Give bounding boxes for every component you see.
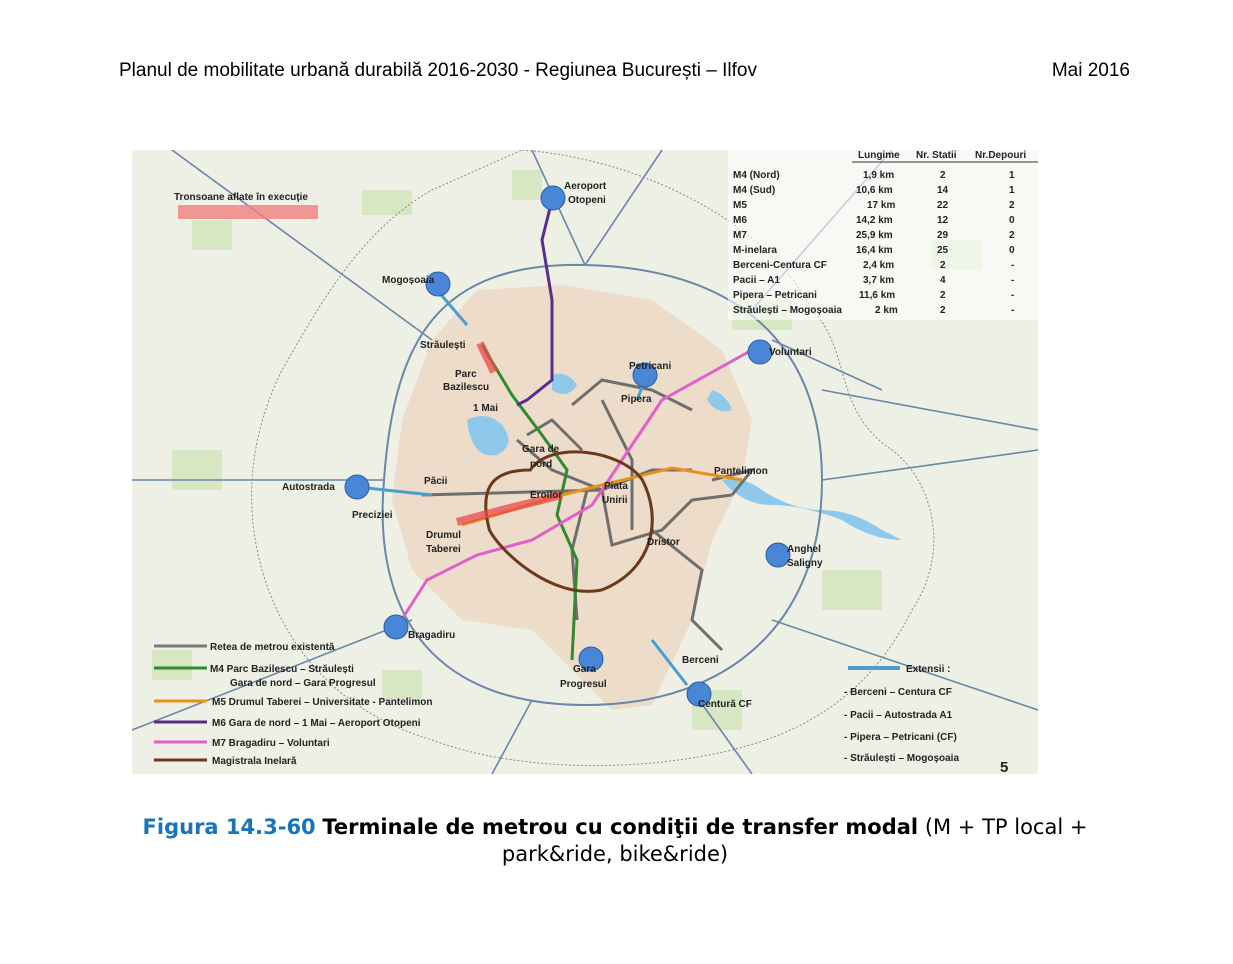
- svg-text:M6: M6: [733, 215, 747, 226]
- label-preciziei: Preciziei: [352, 510, 393, 521]
- svg-text:25,9 km: 25,9 km: [856, 230, 893, 241]
- svg-text:25: 25: [937, 245, 949, 256]
- label-autostrada: Autostrada: [282, 482, 335, 493]
- label-drumul: Drumul: [426, 530, 461, 541]
- svg-text:-: -: [1011, 275, 1015, 286]
- svg-text:14,2 km: 14,2 km: [856, 215, 893, 226]
- legend-m4: M4 Parc Bazilescu – Străulești: [210, 664, 354, 675]
- label-unirii: Unirii: [602, 495, 628, 506]
- svg-text:11,6 km: 11,6 km: [859, 290, 896, 301]
- svg-text:Străulești – Mogoșoaia: Străulești – Mogoșoaia: [733, 305, 842, 316]
- label-bragadiru: Bragadiru: [408, 630, 456, 641]
- svg-text:3,7 km: 3,7 km: [863, 275, 895, 286]
- legend-m6: M6 Gara de nord – 1 Mai – Aeroport Otopeni: [212, 718, 421, 729]
- svg-text:10,6 km: 10,6 km: [856, 185, 893, 196]
- svg-text:Berceni-Centura CF: Berceni-Centura CF: [733, 260, 827, 271]
- terminal-autostrada: [345, 475, 369, 499]
- svg-text:-: -: [1011, 290, 1015, 301]
- stats-table: [728, 150, 1038, 320]
- label-gara: Gara: [573, 664, 596, 675]
- svg-text:0: 0: [1009, 245, 1015, 256]
- figure-caption: [132, 814, 1098, 868]
- svg-text:4: 4: [940, 275, 946, 286]
- svg-text:12: 12: [937, 215, 949, 226]
- svg-text:Pacii – A1: Pacii – A1: [733, 275, 780, 286]
- extensions-title: Extensii :: [906, 664, 951, 675]
- label-1-mai: 1 Mai: [473, 403, 499, 414]
- label-voluntari: Voluntari: [769, 347, 812, 358]
- label-piata: Piata: [604, 481, 628, 492]
- label-bazilescu: Bazilescu: [443, 382, 490, 393]
- extension-item: - Berceni – Centura CF: [844, 687, 952, 698]
- label-taberei: Taberei: [426, 544, 461, 555]
- label-parc: Parc: [455, 369, 477, 380]
- svg-text:M5: M5: [733, 200, 747, 211]
- svg-text:-: -: [1011, 260, 1015, 271]
- svg-text:M4 (Nord): M4 (Nord): [733, 170, 780, 181]
- legend-execution-swatch: [178, 205, 318, 219]
- svg-text:29: 29: [937, 230, 949, 241]
- svg-text:2,4 km: 2,4 km: [863, 260, 895, 271]
- legend-m5: M5 Drumul Taberei – Universitate - Pantelimon: [212, 697, 433, 708]
- label-pacii: Păcii: [424, 476, 448, 487]
- svg-text:2: 2: [940, 170, 946, 181]
- label-pipera: Pipera: [621, 394, 652, 405]
- legend-m7: M7 Bragadiru – Voluntari: [212, 738, 330, 749]
- svg-text:2 km: 2 km: [875, 305, 898, 316]
- legend-existing: Retea de metrou existentă: [210, 642, 335, 653]
- label-gara-de: Gara de: [522, 444, 560, 455]
- extension-item: - Pacii – Autostrada A1: [844, 710, 953, 721]
- legend-m4-second: Gara de nord – Gara Progresul: [230, 678, 376, 689]
- svg-text:-: -: [1011, 305, 1015, 316]
- caption-rest: (M + TP local + park&ride, bike&ride): [501, 815, 1088, 866]
- label-progresul: Progresul: [560, 679, 607, 690]
- svg-text:16,4 km: 16,4 km: [856, 245, 893, 256]
- svg-text:1: 1: [1009, 170, 1015, 181]
- svg-text:2: 2: [940, 290, 946, 301]
- svg-text:M7: M7: [733, 230, 747, 241]
- table-header-depots: Nr.Depouri: [975, 150, 1027, 161]
- svg-text:2: 2: [1009, 230, 1015, 241]
- label-straulesti: Străulești: [420, 340, 466, 351]
- svg-text:0: 0: [1009, 215, 1015, 226]
- svg-text:Pipera – Petricani: Pipera – Petricani: [733, 290, 817, 301]
- label-petricani: Petricani: [629, 361, 672, 372]
- caption-figure-number: Figura 14.3-60: [142, 815, 316, 839]
- label-anghel: Anghel: [787, 544, 821, 555]
- svg-text:M4 (Sud): M4 (Sud): [733, 185, 776, 196]
- label-centura-cf: Centură CF: [698, 699, 752, 710]
- legend-execution-label: Tronsoane aflate în execuție: [174, 192, 308, 203]
- svg-text:2: 2: [940, 260, 946, 271]
- svg-text:14: 14: [937, 185, 949, 196]
- svg-text:M-inelara: M-inelara: [733, 245, 777, 256]
- label-dristor: Dristor: [647, 537, 680, 548]
- extension-item: - Pipera – Petricani (CF): [844, 732, 957, 743]
- table-header-stations: Nr. Statii: [916, 150, 957, 161]
- label-pantelimon: Pantelimon: [714, 466, 768, 477]
- metro-network-map: [132, 150, 1038, 774]
- map-page-mark: 5: [1000, 759, 1009, 774]
- svg-text:2: 2: [1009, 200, 1015, 211]
- svg-text:1,9 km: 1,9 km: [863, 170, 895, 181]
- label-otopeni: Otopeni: [568, 195, 606, 206]
- extension-item: - Străulești – Mogoșoaia: [844, 753, 960, 764]
- terminal-otopeni: [541, 186, 565, 210]
- label-aeroport: Aeroport: [564, 181, 607, 192]
- label-saligny: Saligny: [787, 558, 823, 569]
- table-header-length: Lungime: [858, 150, 900, 161]
- svg-text:17 km: 17 km: [867, 200, 896, 211]
- svg-text:2: 2: [940, 305, 946, 316]
- svg-text:22: 22: [937, 200, 949, 211]
- svg-text:1: 1: [1009, 185, 1015, 196]
- terminal-bragadiru: [384, 615, 408, 639]
- legend-ring: Magistrala Inelară: [212, 756, 297, 767]
- document-header-date: Mai 2016: [1051, 60, 1130, 81]
- label-nord: nord: [530, 459, 553, 470]
- caption-title: Terminale de metrou cu condiţii de transfer modal: [322, 815, 919, 839]
- document-header-title: Planul de mobilitate urbană durabilă 2016-2030 - Regiunea București – Ilfov: [119, 60, 757, 81]
- label-eroilor: Eroilor: [530, 490, 563, 501]
- label-mogosoaia: Mogoșoaia: [382, 275, 435, 286]
- label-berceni: Berceni: [682, 655, 719, 666]
